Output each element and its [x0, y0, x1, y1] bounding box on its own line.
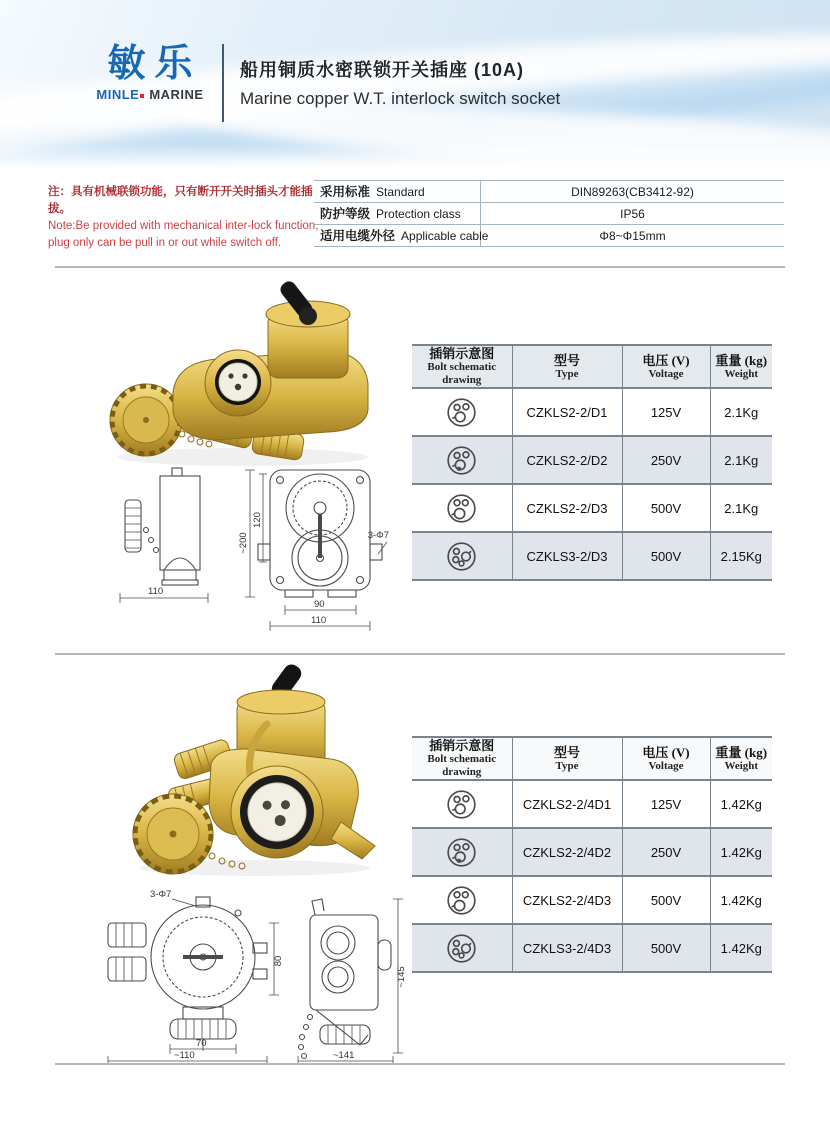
pin-schematic-icon — [445, 540, 478, 573]
page-title — [240, 56, 560, 109]
spec-label-en: Protection class — [376, 207, 461, 221]
page-header — [0, 0, 830, 168]
col-type-en: Type — [555, 759, 579, 772]
spec-value: DIN89263(CB3412-92) — [481, 181, 785, 203]
type-cell: CZKLS2-2/4D2 — [512, 828, 622, 876]
svg-text:~141: ~141 — [333, 1050, 355, 1061]
voltage-cell: 500V — [622, 924, 710, 972]
table-row — [412, 484, 772, 532]
col-voltage-cn: 电压 (V) — [642, 744, 690, 760]
spec-value: IP56 — [481, 203, 785, 225]
type-cell: CZKLS2-2/4D3 — [512, 876, 622, 924]
table-row — [412, 876, 772, 924]
interlock-note — [48, 184, 320, 252]
col-weight-en: Weight — [724, 759, 759, 772]
dimension-drawing-2 — [98, 885, 408, 1065]
note-line-cn: 注：具有机械联锁功能，只有断开开关时插头才能插拔。 — [48, 186, 313, 215]
side-view — [299, 899, 392, 1059]
header-fade — [0, 144, 830, 168]
col-weight-cn: 重量 (kg) — [715, 744, 768, 760]
col-voltage-cn: 电压 (V) — [642, 352, 690, 368]
col-type-cn: 型号 — [553, 352, 580, 368]
svg-text:~145: ~145 — [396, 966, 407, 988]
socket-face — [205, 350, 271, 416]
voltage-cell: 125V — [622, 780, 710, 828]
protective-cap — [133, 794, 213, 874]
note-line-en-1: Note:Be provided with mechanical inter-lock function, — [48, 220, 319, 232]
col-weight-cn: 重量 (kg) — [715, 352, 768, 368]
col-schematic-en: Bolt schematic drawing — [427, 361, 497, 386]
spec-row-protection — [314, 203, 784, 225]
svg-text:80: 80 — [273, 955, 284, 967]
voltage-cell: 250V — [622, 828, 710, 876]
weight-cell: 2.1Kg — [710, 436, 772, 484]
spec-label-cn: 适用电缆外径 — [320, 229, 396, 243]
type-cell: CZKLS2-2/D2 — [512, 436, 622, 484]
table-header-row — [412, 345, 772, 388]
table-row — [412, 532, 772, 580]
col-type-en: Type — [555, 367, 579, 380]
spec-value: Φ8~Φ15mm — [481, 225, 785, 247]
svg-text:110: 110 — [311, 615, 327, 626]
company-logo — [80, 44, 220, 102]
svg-text:3-Φ7: 3-Φ7 — [150, 889, 172, 900]
weight-cell: 2.1Kg — [710, 484, 772, 532]
col-voltage-en: Voltage — [648, 367, 684, 380]
section-divider — [55, 653, 785, 655]
col-voltage-en: Voltage — [648, 759, 684, 772]
type-cell: CZKLS3-2/D3 — [512, 532, 622, 580]
header-vertical-divider — [222, 44, 224, 122]
table-row — [412, 436, 772, 484]
weight-cell: 2.1Kg — [710, 388, 772, 436]
pin-schematic-icon — [445, 932, 478, 965]
table-row — [412, 780, 772, 828]
logo-red-mark — [140, 94, 144, 98]
svg-text:~110: ~110 — [174, 1050, 195, 1061]
page-title-cn: 船用铜质水密联锁开关插座 (10A) — [240, 60, 525, 80]
dim-height — [238, 470, 255, 597]
dim-side-height — [393, 899, 407, 1053]
voltage-cell: 500V — [622, 532, 710, 580]
col-schematic-en: Bolt schematic drawing — [427, 753, 497, 778]
dim-holes — [368, 530, 389, 554]
table-row — [412, 388, 772, 436]
dimension-drawing-1 — [100, 458, 390, 643]
spec-label-en: Standard — [376, 185, 425, 199]
svg-text:70: 70 — [196, 1038, 207, 1049]
pin-schematic-icon — [445, 444, 478, 477]
dim-side-width — [120, 586, 208, 603]
spec-row-standard — [314, 181, 784, 203]
front-view — [258, 470, 382, 597]
type-cell: CZKLS3-2/4D3 — [512, 924, 622, 972]
voltage-cell: 500V — [622, 876, 710, 924]
svg-text:90: 90 — [314, 599, 325, 610]
svg-text:3-Φ7: 3-Φ7 — [367, 530, 389, 541]
section-divider — [55, 1063, 785, 1065]
spec-label-cn: 采用标准 — [320, 185, 371, 199]
weight-cell: 1.42Kg — [710, 828, 772, 876]
front-view — [108, 897, 267, 1051]
col-schematic-cn: 插销示意图 — [429, 738, 495, 753]
table-header-row — [412, 737, 772, 780]
col-weight-en: Weight — [724, 367, 759, 380]
weight-cell: 1.42Kg — [710, 876, 772, 924]
logo-cn-text: 敏乐 — [107, 43, 202, 85]
product-photo-2 — [115, 662, 395, 877]
type-cell: CZKLS2-2/D3 — [512, 484, 622, 532]
col-type-cn: 型号 — [553, 744, 580, 760]
dim-inner-width — [285, 599, 356, 615]
voltage-cell: 500V — [622, 484, 710, 532]
col-schematic-cn: 插销示意图 — [429, 346, 495, 361]
type-cell: CZKLS2-2/D1 — [512, 388, 622, 436]
note-line-en-2: plug only can be pull in or out while switch off. — [48, 237, 282, 249]
dim-height — [269, 923, 284, 995]
spec-row-cable — [314, 225, 784, 247]
svg-text:~200: ~200 — [238, 532, 249, 554]
section-divider — [55, 266, 785, 268]
product-table-1 — [412, 344, 772, 581]
type-cell: CZKLS2-2/4D1 — [512, 780, 622, 828]
pin-schematic-icon — [445, 836, 478, 869]
logo-marine: MARINE — [149, 87, 204, 102]
switch-drum — [266, 279, 350, 378]
pin-schematic-icon — [445, 396, 478, 429]
dim-width — [270, 615, 370, 631]
mounting-foot — [331, 822, 375, 859]
pin-schematic-icon — [445, 492, 478, 525]
pin-schematic-icon — [445, 884, 478, 917]
spec-label-cn: 防护等级 — [320, 207, 371, 221]
logo-minle: MINLE — [96, 87, 140, 102]
product-photo-1 — [78, 270, 388, 470]
pin-schematic-icon — [445, 788, 478, 821]
logo-en-text — [80, 87, 220, 102]
product-table-2 — [412, 736, 772, 973]
dim-holes — [150, 889, 196, 906]
svg-text:120: 120 — [252, 512, 263, 528]
weight-cell: 1.42Kg — [710, 924, 772, 972]
table-row — [412, 828, 772, 876]
protective-cap — [110, 384, 182, 456]
dim-inner-height — [252, 474, 267, 562]
spec-table — [314, 180, 784, 247]
table-row — [412, 924, 772, 972]
weight-cell: 2.15Kg — [710, 532, 772, 580]
spec-label-en: Applicable cable — [401, 229, 489, 243]
voltage-cell: 250V — [622, 436, 710, 484]
svg-text:110: 110 — [148, 586, 164, 597]
weight-cell: 1.42Kg — [710, 780, 772, 828]
voltage-cell: 125V — [622, 388, 710, 436]
page-title-en: Marine copper W.T. interlock switch socket — [240, 89, 561, 108]
side-view — [125, 468, 200, 585]
